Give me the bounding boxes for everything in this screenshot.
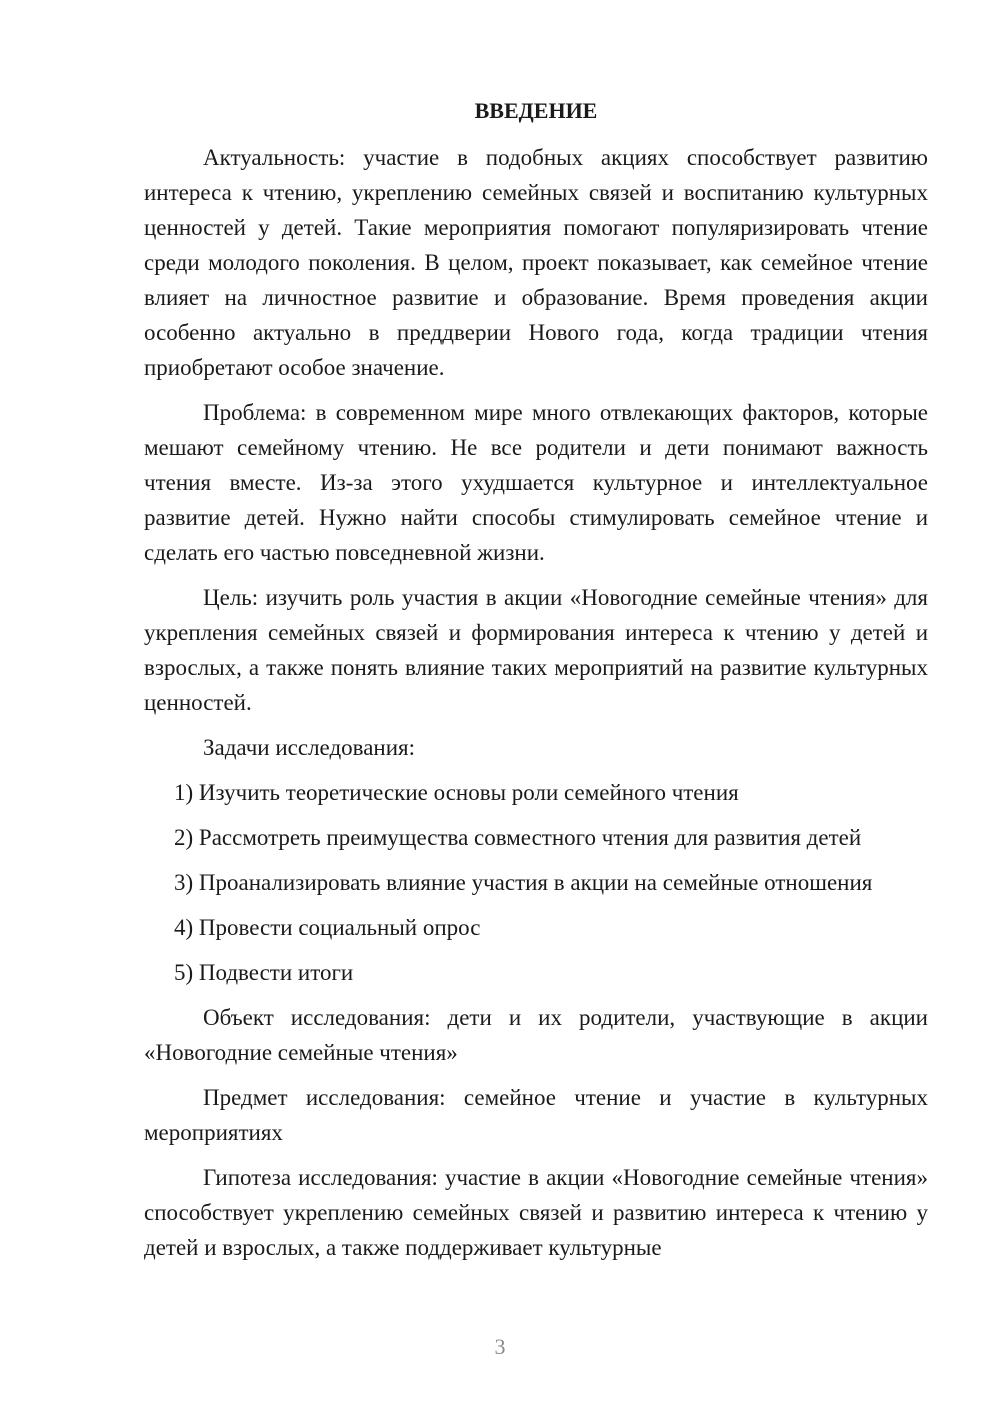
section-title: ВВЕДЕНИЕ: [474, 98, 598, 123]
list-item: 4) Провести социальный опрос: [174, 915, 481, 940]
page-number: 3: [494, 1334, 506, 1359]
paragraph-goal: Цель: изучить роль участия в акции «Новогодние семейные чтения» для укрепления семейных связей и формирования интереса к чтению у детей и взрослых, а также понять влияние таких мероприятий на развитие культурных ценностей.: [144, 585, 928, 715]
paragraph-subject: Предмет исследования: семейное чтение и участие в культурных мероприятиях: [144, 1085, 928, 1145]
list-item: 3) Проанализировать влияние участия в акции на семейные отношения: [174, 870, 873, 895]
tasks-list: [144, 775, 928, 990]
tasks-heading: Задачи исследования:: [203, 735, 416, 760]
page-content: [144, 96, 928, 1275]
paragraph-problem: Проблема: в современном мире много отвлекающих факторов, которые мешают семейному чтению. Не все родители и дети понимают важность чтения вместе. Из-за этого ухудшается культурное и интеллектуальное развитие детей. Нужно найти способы стимулировать семейное чтение и сделать его частью повседневной жизни.: [144, 400, 928, 565]
paragraph-relevance: Актуальность: участие в подобных акциях способствует развитию интереса к чтению, укреплению семейных связей и воспитанию культурных ценностей у детей. Такие мероприятия помогают популяризировать чтение среди молодого поколения. В целом, проект показывает, как семейное чтение влияет на личностное развитие и образование. Время проведения акции особенно актуально в преддверии Нового года, когда традиции чтения приобретают особое значение.: [144, 145, 928, 380]
paragraph-hypothesis: Гипотеза исследования: участие в акции «Новогодние семейные чтения» способствует укреплению семейных связей и развитию интереса к чтению у детей и взрослых, а также поддерживает культурные: [144, 1165, 928, 1260]
list-item: 2) Рассмотреть преимущества совместного чтения для развития детей: [174, 825, 862, 850]
list-item: 5) Подвести итоги: [174, 960, 354, 985]
paragraph-object: Объект исследования: дети и их родители, участвующие в акции «Новогодние семейные чтения»: [144, 1005, 928, 1065]
list-item: 1) Изучить теоретические основы роли семейного чтения: [174, 780, 739, 805]
